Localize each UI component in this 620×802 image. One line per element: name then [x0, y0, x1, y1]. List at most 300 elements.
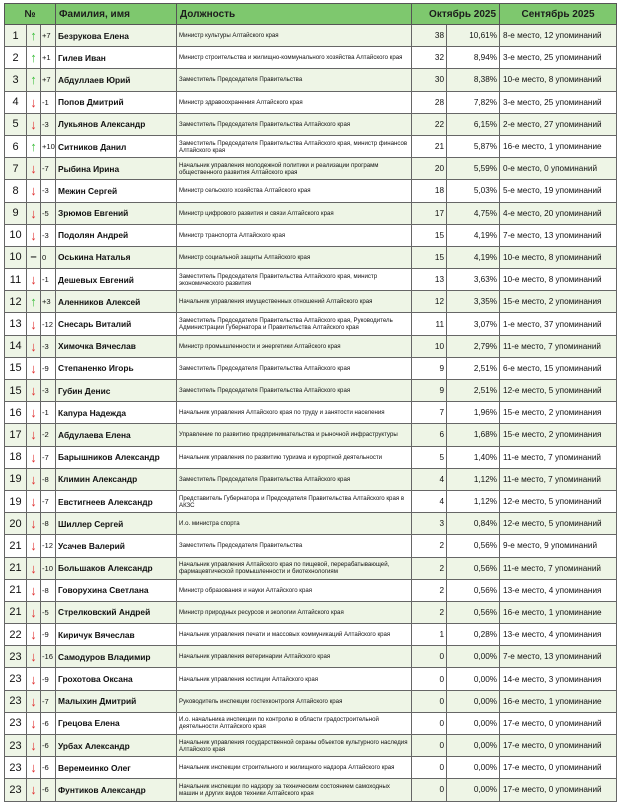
table-row — [5, 535, 617, 557]
table-row — [5, 269, 617, 291]
trend-cell — [27, 246, 41, 268]
table-row — [5, 335, 617, 357]
previous-month-cell: 15-е место, 2 упоминания — [500, 402, 617, 424]
down-arrow-icon: ↓ — [30, 205, 37, 221]
trend-cell — [27, 47, 41, 69]
rank-cell: 11 — [5, 269, 27, 291]
table-row — [5, 668, 617, 690]
trend-cell — [27, 313, 41, 335]
rank-cell: 16 — [5, 402, 27, 424]
previous-month-cell: 16-е место, 1 упоминание — [500, 690, 617, 712]
position-cell: И.о. министра спорта — [177, 513, 412, 535]
share-cell: 8,38% — [447, 69, 500, 91]
trend-cell — [27, 513, 41, 535]
share-cell: 5,87% — [447, 135, 500, 157]
delta-cell: -5 — [41, 601, 56, 623]
count-cell: 20 — [412, 158, 447, 180]
rank-cell: 20 — [5, 513, 27, 535]
trend-cell — [27, 269, 41, 291]
count-cell: 6 — [412, 424, 447, 446]
previous-month-cell: 11-е место, 7 упоминаний — [500, 468, 617, 490]
table-row — [5, 25, 617, 47]
down-arrow-icon: ↓ — [30, 671, 37, 687]
previous-month-cell: 3-е место, 25 упоминаний — [500, 47, 617, 69]
table-body — [5, 25, 617, 802]
name-cell: Рыбина Ирина — [56, 158, 177, 180]
share-cell: 0,00% — [447, 712, 500, 734]
position-cell: Управление по развитию предпринимательства и рыночной инфраструктуры — [177, 424, 412, 446]
previous-month-cell: 11-е место, 7 упоминаний — [500, 446, 617, 468]
share-cell: 0,00% — [447, 735, 500, 757]
name-cell: Говорухина Светлана — [56, 579, 177, 601]
down-arrow-icon: ↓ — [30, 627, 37, 643]
down-arrow-icon: ↓ — [30, 316, 37, 332]
previous-month-cell: 12-е место, 5 упоминаний — [500, 380, 617, 402]
position-cell: Начальник управления государственной охраны объектов культурного наследия Алтайского края — [177, 735, 412, 757]
position-cell: Министр природных ресурсов и экологии Алтайского края — [177, 601, 412, 623]
position-cell: Министр сельского хозяйства Алтайского края — [177, 180, 412, 202]
delta-cell: -12 — [41, 535, 56, 557]
table-row — [5, 357, 617, 379]
rank-cell: 23 — [5, 668, 27, 690]
rank-cell: 22 — [5, 624, 27, 646]
share-cell: 1,96% — [447, 402, 500, 424]
position-cell: Начальник управления печати и массовых коммуникаций Алтайского края — [177, 624, 412, 646]
share-cell: 3,07% — [447, 313, 500, 335]
count-cell: 0 — [412, 668, 447, 690]
share-cell: 6,15% — [447, 113, 500, 135]
delta-cell: -9 — [41, 668, 56, 690]
name-cell: Урбах Александр — [56, 735, 177, 757]
count-cell: 1 — [412, 624, 447, 646]
previous-month-cell: 4-е место, 20 упоминаний — [500, 202, 617, 224]
table-row — [5, 91, 617, 113]
share-cell: 1,12% — [447, 490, 500, 512]
name-cell: Безрукова Елена — [56, 25, 177, 47]
previous-month-cell: 17-е место, 0 упоминаний — [500, 735, 617, 757]
name-cell: Ситников Данил — [56, 135, 177, 157]
position-cell: Министр промышленности и энергетики Алтайского края — [177, 335, 412, 357]
delta-cell: -1 — [41, 91, 56, 113]
rank-cell: 1 — [5, 25, 27, 47]
down-arrow-icon: ↓ — [30, 272, 37, 288]
down-arrow-icon: ↓ — [30, 715, 37, 731]
down-arrow-icon: ↓ — [30, 693, 37, 709]
delta-cell: -6 — [41, 757, 56, 779]
previous-month-cell: 13-е место, 4 упоминания — [500, 624, 617, 646]
count-cell: 9 — [412, 380, 447, 402]
name-cell: Грецова Елена — [56, 712, 177, 734]
rank-cell: 23 — [5, 712, 27, 734]
previous-month-cell: 9-е место, 9 упоминаний — [500, 535, 617, 557]
table-row — [5, 135, 617, 157]
name-cell: Самодуров Владимир — [56, 646, 177, 668]
previous-month-cell: 11-е место, 7 упоминаний — [500, 335, 617, 357]
header-september: Сентябрь 2025 — [500, 4, 617, 25]
name-cell: Межин Сергей — [56, 180, 177, 202]
position-cell: Министр здравоохранения Алтайского края — [177, 91, 412, 113]
name-cell: Губин Денис — [56, 380, 177, 402]
delta-cell: -6 — [41, 712, 56, 734]
name-cell: Грохотова Оксана — [56, 668, 177, 690]
trend-cell — [27, 357, 41, 379]
count-cell: 2 — [412, 557, 447, 579]
delta-cell: +1 — [41, 47, 56, 69]
delta-cell: -3 — [41, 113, 56, 135]
name-cell: Малыхин Дмитрий — [56, 690, 177, 712]
delta-cell: +3 — [41, 291, 56, 313]
table-row — [5, 180, 617, 202]
share-cell: 4,75% — [447, 202, 500, 224]
table-row — [5, 313, 617, 335]
trend-cell — [27, 69, 41, 91]
trend-cell — [27, 535, 41, 557]
trend-cell — [27, 601, 41, 623]
share-cell: 3,35% — [447, 291, 500, 313]
down-arrow-icon: ↓ — [30, 582, 37, 598]
name-cell: Большаков Александр — [56, 557, 177, 579]
name-cell: Дешевых Евгений — [56, 269, 177, 291]
trend-cell — [27, 735, 41, 757]
rank-cell: 23 — [5, 779, 27, 801]
count-cell: 0 — [412, 757, 447, 779]
trend-cell — [27, 335, 41, 357]
share-cell: 0,56% — [447, 601, 500, 623]
trend-cell — [27, 712, 41, 734]
delta-cell: -3 — [41, 224, 56, 246]
table-header-row — [5, 4, 617, 25]
name-cell: Климин Александр — [56, 468, 177, 490]
table-row — [5, 513, 617, 535]
down-arrow-icon: ↓ — [30, 94, 37, 110]
trend-cell — [27, 668, 41, 690]
previous-month-cell: 16-е место, 1 упоминание — [500, 135, 617, 157]
up-arrow-icon: ↑ — [30, 139, 37, 155]
previous-month-cell: 12-е место, 5 упоминаний — [500, 490, 617, 512]
position-cell: Министр цифрового развития и связи Алтайского края — [177, 202, 412, 224]
table-row — [5, 557, 617, 579]
count-cell: 4 — [412, 490, 447, 512]
delta-cell: -3 — [41, 180, 56, 202]
previous-month-cell: 1-е место, 37 упоминаний — [500, 313, 617, 335]
delta-cell: -12 — [41, 313, 56, 335]
count-cell: 30 — [412, 69, 447, 91]
table-row — [5, 601, 617, 623]
table-row — [5, 158, 617, 180]
count-cell: 2 — [412, 535, 447, 557]
delta-cell: -8 — [41, 579, 56, 601]
name-cell: Стрелковский Андрей — [56, 601, 177, 623]
down-arrow-icon: ↓ — [30, 360, 37, 376]
delta-cell: -9 — [41, 357, 56, 379]
name-cell: Химочка Вячеслав — [56, 335, 177, 357]
rank-cell: 8 — [5, 180, 27, 202]
trend-cell — [27, 557, 41, 579]
down-arrow-icon: ↓ — [30, 449, 37, 465]
down-arrow-icon: ↓ — [30, 782, 37, 798]
previous-month-cell: 3-е место, 25 упоминаний — [500, 91, 617, 113]
down-arrow-icon: ↓ — [30, 649, 37, 665]
rank-cell: 21 — [5, 579, 27, 601]
previous-month-cell: 10-е место, 8 упоминаний — [500, 269, 617, 291]
down-arrow-icon: ↓ — [30, 338, 37, 354]
down-arrow-icon: ↓ — [30, 383, 37, 399]
position-cell: Заместитель Председателя Правительства Алтайского края, министр экономического развития — [177, 269, 412, 291]
share-cell: 0,00% — [447, 757, 500, 779]
trend-cell — [27, 757, 41, 779]
rank-cell: 21 — [5, 535, 27, 557]
trend-cell — [27, 180, 41, 202]
down-arrow-icon: ↓ — [30, 405, 37, 421]
share-cell: 2,51% — [447, 357, 500, 379]
table-row — [5, 246, 617, 268]
share-cell: 0,56% — [447, 579, 500, 601]
table-row — [5, 690, 617, 712]
share-cell: 0,00% — [447, 668, 500, 690]
table-row — [5, 402, 617, 424]
name-cell: Степаненко Игорь — [56, 357, 177, 379]
count-cell: 13 — [412, 269, 447, 291]
down-arrow-icon: ↓ — [30, 183, 37, 199]
name-cell: Снесарь Виталий — [56, 313, 177, 335]
table-row — [5, 579, 617, 601]
delta-cell: -6 — [41, 779, 56, 801]
down-arrow-icon: ↓ — [30, 604, 37, 620]
trend-cell — [27, 380, 41, 402]
name-cell: Фунтиков Александр — [56, 779, 177, 801]
rank-cell: 4 — [5, 91, 27, 113]
name-cell: Усачев Валерий — [56, 535, 177, 557]
previous-month-cell: 12-е место, 5 упоминаний — [500, 513, 617, 535]
share-cell: 0,84% — [447, 513, 500, 535]
position-cell: Заместитель Председателя Правительства Алтайского края — [177, 468, 412, 490]
table-row — [5, 69, 617, 91]
trend-cell — [27, 646, 41, 668]
position-cell: Начальник управления по развитию туризма и курортной деятельности — [177, 446, 412, 468]
name-cell: Аленников Алексей — [56, 291, 177, 313]
name-cell: Абдуллаев Юрий — [56, 69, 177, 91]
delta-cell: -5 — [41, 202, 56, 224]
position-cell: Министр строительства и жилищно-коммунального хозяйства Алтайского края — [177, 47, 412, 69]
name-cell: Подолян Андрей — [56, 224, 177, 246]
name-cell: Попов Дмитрий — [56, 91, 177, 113]
count-cell: 21 — [412, 135, 447, 157]
previous-month-cell: 10-е место, 8 упоминаний — [500, 246, 617, 268]
delta-cell: +10 — [41, 135, 56, 157]
previous-month-cell: 14-е место, 3 упоминания — [500, 668, 617, 690]
count-cell: 0 — [412, 646, 447, 668]
rank-cell: 23 — [5, 646, 27, 668]
name-cell: Евстигнеев Александр — [56, 490, 177, 512]
table-row — [5, 646, 617, 668]
previous-month-cell: 0-е место, 0 упоминаний — [500, 158, 617, 180]
header-num: № — [5, 4, 56, 25]
share-cell: 10,61% — [447, 25, 500, 47]
share-cell: 0,00% — [447, 646, 500, 668]
trend-cell — [27, 158, 41, 180]
up-arrow-icon: ↑ — [30, 50, 37, 66]
count-cell: 28 — [412, 91, 447, 113]
name-cell: Киричук Вячеслав — [56, 624, 177, 646]
header-position: Должность — [177, 4, 412, 25]
name-cell: Веремеинко Олег — [56, 757, 177, 779]
down-arrow-icon: ↓ — [30, 494, 37, 510]
share-cell: 5,03% — [447, 180, 500, 202]
previous-month-cell: 10-е место, 8 упоминаний — [500, 69, 617, 91]
table-row — [5, 712, 617, 734]
name-cell: Гилев Иван — [56, 47, 177, 69]
delta-cell: -7 — [41, 158, 56, 180]
trend-cell — [27, 446, 41, 468]
share-cell: 8,94% — [447, 47, 500, 69]
share-cell: 0,00% — [447, 779, 500, 801]
previous-month-cell: 7-е место, 13 упоминаний — [500, 646, 617, 668]
delta-cell: -1 — [41, 269, 56, 291]
previous-month-cell: 17-е место, 0 упоминаний — [500, 757, 617, 779]
trend-cell — [27, 113, 41, 135]
position-cell: Заместитель Председателя Правительства Алтайского края — [177, 113, 412, 135]
position-cell: Руководитель инспекции гостехконтроля Алтайского края — [177, 690, 412, 712]
down-arrow-icon: ↓ — [30, 471, 37, 487]
delta-cell: -3 — [41, 380, 56, 402]
name-cell: Абдулаева Елена — [56, 424, 177, 446]
previous-month-cell: 15-е место, 2 упоминания — [500, 424, 617, 446]
position-cell: Министр социальной защиты Алтайского края — [177, 246, 412, 268]
header-name: Фамилия, имя — [56, 4, 177, 25]
delta-cell: -9 — [41, 624, 56, 646]
table-row — [5, 291, 617, 313]
down-arrow-icon: ↓ — [30, 760, 37, 776]
trend-cell — [27, 490, 41, 512]
share-cell: 0,00% — [447, 690, 500, 712]
count-cell: 9 — [412, 357, 447, 379]
share-cell: 3,63% — [447, 269, 500, 291]
trend-cell — [27, 624, 41, 646]
down-arrow-icon: ↓ — [30, 738, 37, 754]
share-cell: 4,19% — [447, 246, 500, 268]
count-cell: 15 — [412, 246, 447, 268]
table-row — [5, 446, 617, 468]
rank-cell: 6 — [5, 135, 27, 157]
header-october: Октябрь 2025 — [412, 4, 500, 25]
name-cell: Лукьянов Александр — [56, 113, 177, 135]
previous-month-cell: 2-е место, 27 упоминаний — [500, 113, 617, 135]
delta-cell: -8 — [41, 513, 56, 535]
rank-cell: 10 — [5, 246, 27, 268]
previous-month-cell: 8-е место, 12 упоминаний — [500, 25, 617, 47]
down-arrow-icon: ↓ — [30, 427, 37, 443]
position-cell: Начальник управления молодежной политики и реализации программ общественного развития Алтайского края — [177, 158, 412, 180]
previous-month-cell: 17-е место, 0 упоминаний — [500, 779, 617, 801]
position-cell: Начальник управления имущественных отношений Алтайского края — [177, 291, 412, 313]
position-cell: Заместитель Председателя Правительства — [177, 69, 412, 91]
table-row — [5, 202, 617, 224]
share-cell: 0,56% — [447, 557, 500, 579]
table-row — [5, 779, 617, 801]
position-cell: Заместитель Председателя Правительства Алтайского края, министр финансов Алтайского края — [177, 135, 412, 157]
position-cell: Начальник управления Алтайского края по труду и занятости населения — [177, 402, 412, 424]
rank-cell: 13 — [5, 313, 27, 335]
count-cell: 11 — [412, 313, 447, 335]
count-cell: 38 — [412, 25, 447, 47]
rank-cell: 21 — [5, 601, 27, 623]
table-row — [5, 624, 617, 646]
table-row — [5, 735, 617, 757]
table-row — [5, 224, 617, 246]
table-row — [5, 490, 617, 512]
position-cell: Министр транспорта Алтайского края — [177, 224, 412, 246]
count-cell: 17 — [412, 202, 447, 224]
trend-cell — [27, 135, 41, 157]
trend-cell — [27, 202, 41, 224]
previous-month-cell: 13-е место, 4 упоминания — [500, 579, 617, 601]
position-cell: Начальник инспекции строительного и жилищного надзора Алтайского края — [177, 757, 412, 779]
trend-cell — [27, 779, 41, 801]
down-arrow-icon: ↓ — [30, 161, 37, 177]
position-cell: И.о. начальника инспекции по контролю в области градостроительной деятельности Алтайского края — [177, 712, 412, 734]
delta-cell: -3 — [41, 335, 56, 357]
count-cell: 0 — [412, 779, 447, 801]
count-cell: 4 — [412, 468, 447, 490]
count-cell: 32 — [412, 47, 447, 69]
name-cell: Оськина Наталья — [56, 246, 177, 268]
trend-cell — [27, 468, 41, 490]
delta-cell: -8 — [41, 468, 56, 490]
delta-cell: +7 — [41, 25, 56, 47]
up-arrow-icon: ↑ — [30, 28, 37, 44]
rank-cell: 17 — [5, 424, 27, 446]
count-cell: 2 — [412, 601, 447, 623]
delta-cell: -7 — [41, 690, 56, 712]
count-cell: 18 — [412, 180, 447, 202]
position-cell: Начальник управления ветеринарии Алтайского края — [177, 646, 412, 668]
delta-cell: -2 — [41, 424, 56, 446]
count-cell: 5 — [412, 446, 447, 468]
name-cell: Барышников Александр — [56, 446, 177, 468]
position-cell: Заместитель Председателя Правительства Алтайского края — [177, 357, 412, 379]
no-change-icon: – — [30, 251, 37, 264]
down-arrow-icon: ↓ — [30, 227, 37, 243]
count-cell: 0 — [412, 690, 447, 712]
share-cell: 1,12% — [447, 468, 500, 490]
table-row — [5, 380, 617, 402]
rank-cell: 23 — [5, 735, 27, 757]
share-cell: 7,82% — [447, 91, 500, 113]
rank-cell: 23 — [5, 690, 27, 712]
rank-cell: 5 — [5, 113, 27, 135]
delta-cell: -10 — [41, 557, 56, 579]
count-cell: 10 — [412, 335, 447, 357]
position-cell: Начальник инспекции по надзору за техническим состоянием самоходных машин и других видов техники Алтайского края — [177, 779, 412, 801]
trend-cell — [27, 25, 41, 47]
position-cell: Заместитель Председателя Правительства Алтайского края, Руководитель Администрации Губернатора и Правительства Алтайского края — [177, 313, 412, 335]
up-arrow-icon: ↑ — [30, 72, 37, 88]
name-cell: Капура Надежда — [56, 402, 177, 424]
rank-cell: 9 — [5, 202, 27, 224]
delta-cell: -16 — [41, 646, 56, 668]
table-row — [5, 113, 617, 135]
count-cell: 7 — [412, 402, 447, 424]
previous-month-cell: 11-е место, 7 упоминаний — [500, 557, 617, 579]
rating-table — [4, 3, 617, 802]
position-cell: Представитель Губернатора и Председателя Правительства Алтайского края в АКЗС — [177, 490, 412, 512]
previous-month-cell: 7-е место, 13 упоминаний — [500, 224, 617, 246]
position-cell: Начальник управления юстиции Алтайского края — [177, 668, 412, 690]
trend-cell — [27, 91, 41, 113]
count-cell: 22 — [412, 113, 447, 135]
rank-cell: 15 — [5, 380, 27, 402]
delta-cell: -1 — [41, 402, 56, 424]
